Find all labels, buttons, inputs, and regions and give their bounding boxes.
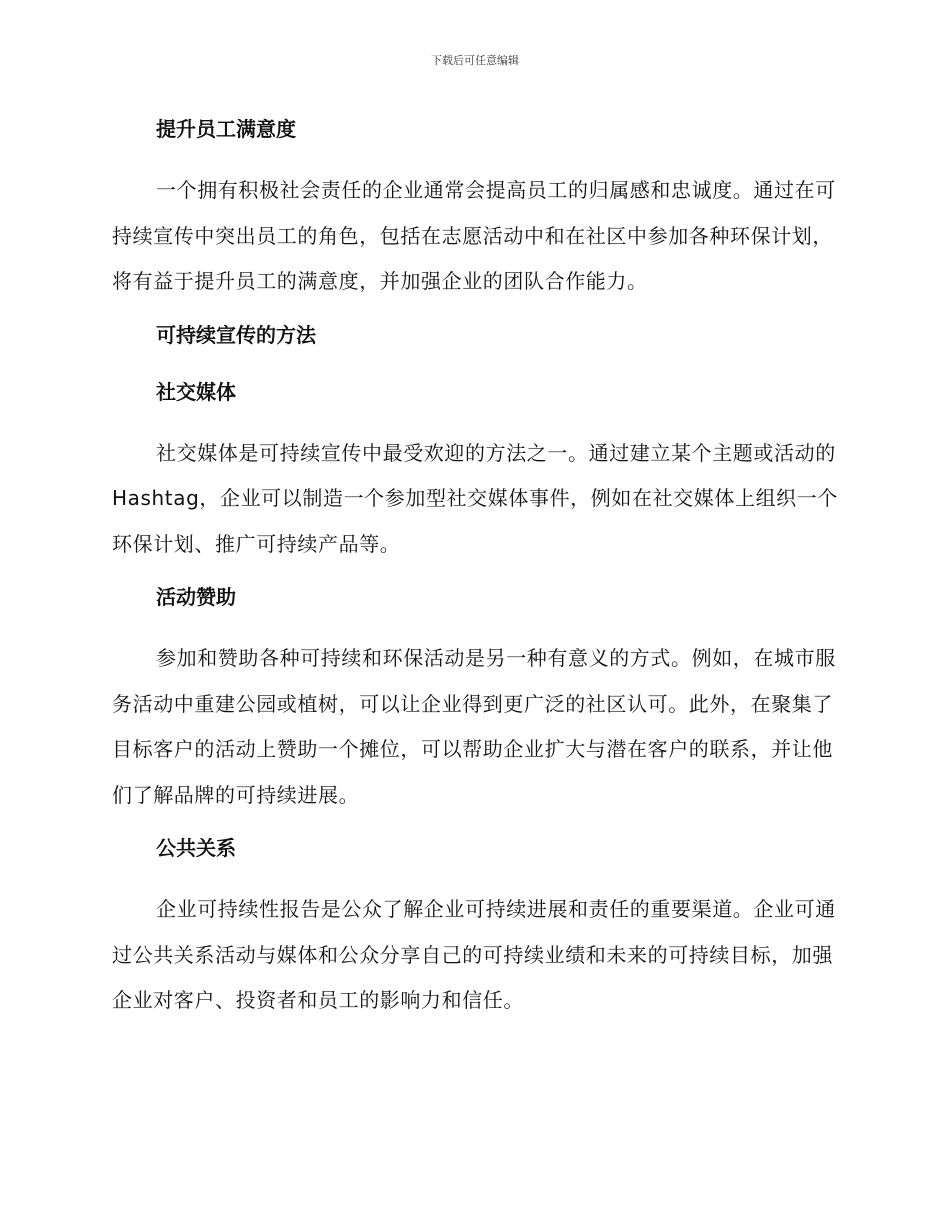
section-heading-methods: 可持续宣传的方法 xyxy=(156,322,316,347)
document-body xyxy=(112,111,840,1024)
section-heading-public-relations: 公共关系 xyxy=(156,836,236,860)
section-heading-employee-satisfaction: 提升员工满意度 xyxy=(156,117,296,141)
section-paragraph-event-sponsorship: 参加和赞助各种可持续和环保活动是另一种有意义的方式。例如，在城市服务活动中重建公园或植树，可以让企业得到更广泛的社区认可。此外，在聚集了目标客户的活动上赞助一个摊位，可以帮助企业扩大与潜在客户的联系，并让他们了解品牌的可持续进展。 xyxy=(112,646,836,807)
page-header-note: 下载后可任意编辑 xyxy=(431,54,519,67)
section-paragraph-social-media: 社交媒体是可持续宣传中最受欢迎的方法之一。通过建立某个主题或活动的 Hashtag，企业可以制造一个参加型社交媒体事件，例如在社交媒体上组织一个环保计划、推广可持续产品等。 xyxy=(112,440,838,556)
section-paragraph-public-relations: 企业可持续性报告是公众了解企业可持续进展和责任的重要渠道。企业可通过公共关系活动与媒体和公众分享自己的可持续业绩和未来的可持续目标，加强企业对客户、投资者和员工的影响力和信任。 xyxy=(112,897,836,1012)
section-paragraph-employee-satisfaction: 一个拥有积极社会责任的企业通常会提高员工的归属感和忠诚度。通过在可持续宣传中突出员工的角色，包括在志愿活动中和在社区中参加各种环保计划，将有益于提升员工的满意度，并加强企业的团队合作能力。 xyxy=(112,178,836,293)
section-heading-social-media: 社交媒体 xyxy=(156,379,236,404)
section-heading-event-sponsorship: 活动赞助 xyxy=(156,585,236,609)
